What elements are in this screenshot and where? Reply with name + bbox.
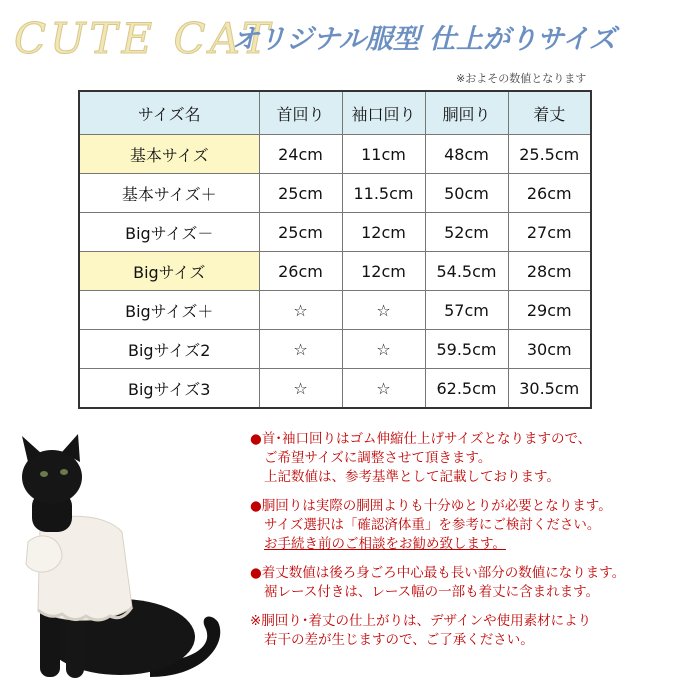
- header-cuff: 袖口回り: [342, 91, 425, 135]
- notes-section: [250, 430, 680, 660]
- table-row: [79, 135, 591, 174]
- note-line: ●着丈数値は後ろ身ごろ中心最も長い部分の数値になります。: [250, 565, 626, 581]
- chest-cell: 52cm: [425, 213, 508, 252]
- note-line: 若干の差が生じますので、ご了承ください。: [264, 632, 534, 648]
- size-name-cell: Bigサイズ: [79, 252, 259, 291]
- cat-sleeve-shape: [26, 536, 62, 572]
- note-paragraph: [250, 612, 680, 650]
- cat-photo: [0, 432, 232, 684]
- header-size-name: サイズ名: [79, 91, 259, 135]
- table-row: [79, 213, 591, 252]
- neck-cell: 25cm: [259, 213, 342, 252]
- table-row: [79, 291, 591, 330]
- neck-cell: 25cm: [259, 174, 342, 213]
- length-cell: 28cm: [508, 252, 591, 291]
- length-cell: 29cm: [508, 291, 591, 330]
- cat-eye-shape: [40, 471, 48, 477]
- note-line: ご希望サイズに調整させて頂きます。: [264, 450, 492, 466]
- size-name-cell: Bigサイズ－: [79, 213, 259, 252]
- chest-cell: 50cm: [425, 174, 508, 213]
- cat-eye-shape: [60, 469, 68, 475]
- note-line: 裾レース付きは、レース幅の一部も着丈に含まれます。: [264, 584, 600, 600]
- size-name-cell: 基本サイズ＋: [79, 174, 259, 213]
- cuff-cell: ☆: [342, 330, 425, 369]
- note-paragraph: [250, 564, 680, 602]
- neck-cell: 26cm: [259, 252, 342, 291]
- table-row: [79, 252, 591, 291]
- size-name-cell: Bigサイズ2: [79, 330, 259, 369]
- chest-cell: 62.5cm: [425, 369, 508, 409]
- note-paragraph: [250, 430, 680, 487]
- note-paragraph: [250, 497, 680, 554]
- table-header-row: [79, 91, 591, 135]
- note-line: ※胴回り･着丈の仕上がりは、デザインや使用素材により: [250, 613, 592, 629]
- table-row: [79, 330, 591, 369]
- note-line: 上記数値は、参考基準として記載しております。: [264, 469, 560, 485]
- cuff-cell: ☆: [342, 291, 425, 330]
- length-cell: 27cm: [508, 213, 591, 252]
- chest-cell: 57cm: [425, 291, 508, 330]
- size-name-cell: Bigサイズ3: [79, 369, 259, 409]
- chest-cell: 54.5cm: [425, 252, 508, 291]
- page-title: オリジナル服型 仕上がりサイズ: [232, 24, 616, 55]
- neck-cell: ☆: [259, 369, 342, 409]
- note-line: ●胴回りは実際の胴囲よりも十分ゆとりが必要となります。: [250, 498, 612, 514]
- table-row: [79, 369, 591, 409]
- chest-cell: 59.5cm: [425, 330, 508, 369]
- length-cell: 30cm: [508, 330, 591, 369]
- cuff-cell: 12cm: [342, 213, 425, 252]
- table-row: [79, 174, 591, 213]
- header-length: 着丈: [508, 91, 591, 135]
- neck-cell: ☆: [259, 330, 342, 369]
- note-line: お手続き前のご相談をお勧め致します。: [264, 536, 506, 552]
- cuff-cell: 12cm: [342, 252, 425, 291]
- header-neck: 首回り: [259, 91, 342, 135]
- neck-cell: 24cm: [259, 135, 342, 174]
- neck-cell: ☆: [259, 291, 342, 330]
- note-line: サイズ選択は「確認済体重」を参考にご検討ください。: [264, 517, 601, 533]
- size-name-cell: Bigサイズ＋: [79, 291, 259, 330]
- header-chest: 胴回り: [425, 91, 508, 135]
- chest-cell: 48cm: [425, 135, 508, 174]
- length-cell: 26cm: [508, 174, 591, 213]
- note-line: ●首･袖口回りはゴム伸縮仕上げサイズとなりますので、: [250, 431, 592, 447]
- approximation-note: ※およその数値となります: [456, 72, 587, 85]
- cuff-cell: 11.5cm: [342, 174, 425, 213]
- cuff-cell: ☆: [342, 369, 425, 409]
- length-cell: 25.5cm: [508, 135, 591, 174]
- size-name-cell: 基本サイズ: [79, 135, 259, 174]
- brand-logo: CUTE CAT: [14, 14, 274, 63]
- cuff-cell: 11cm: [342, 135, 425, 174]
- size-table: [78, 90, 592, 409]
- length-cell: 30.5cm: [508, 369, 591, 409]
